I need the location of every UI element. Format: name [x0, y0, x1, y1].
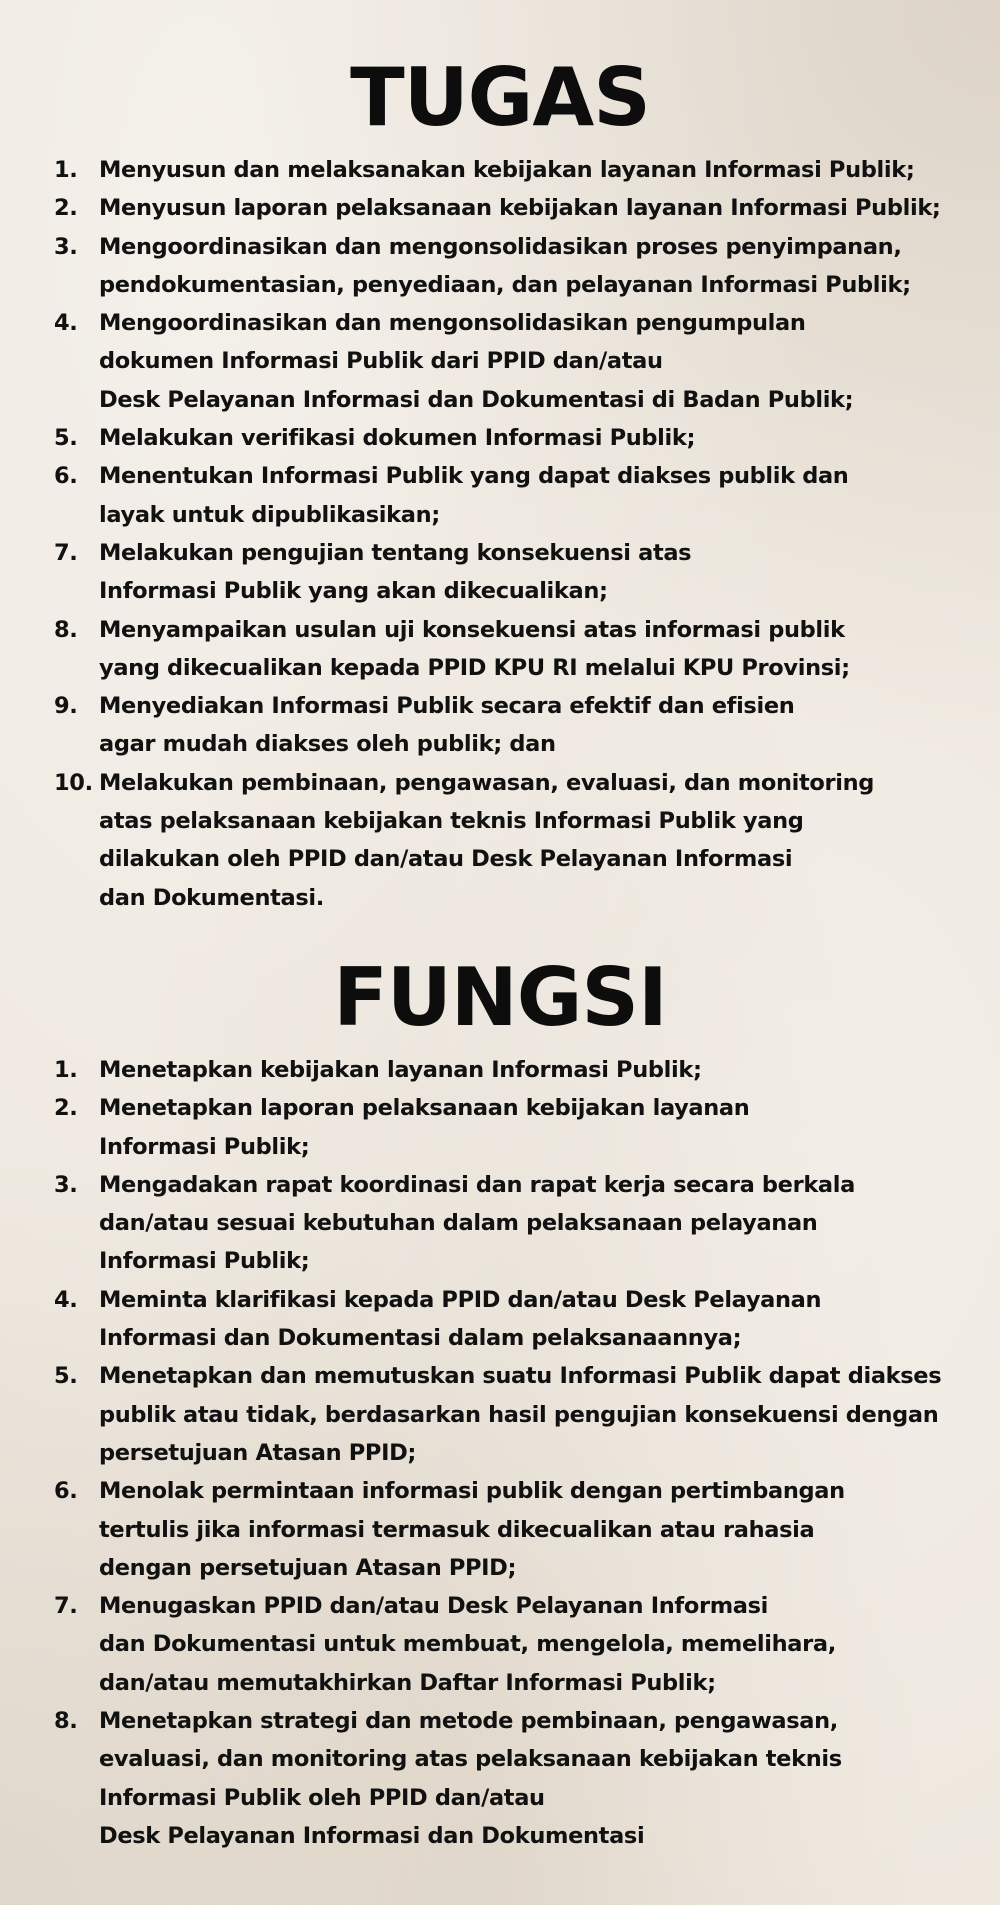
- tugas-item-8: [0, 611, 1000, 688]
- fungsi-item-4: [0, 1281, 1000, 1358]
- tugas-item-3: [0, 228, 1000, 305]
- fungsi-item-3: [0, 1166, 1000, 1281]
- item-number: 10.: [54, 769, 93, 796]
- item-number: 2.: [54, 1095, 78, 1122]
- fungsi-item-7: [0, 1587, 1000, 1702]
- item-text: Menetapkan laporan pelaksanaan kebijakan layanan Informasi Publik;: [99, 1095, 750, 1160]
- item-text: Menetapkan kebijakan layanan Informasi Publik;: [99, 1057, 702, 1083]
- item-number: 7.: [54, 539, 78, 566]
- item-number: 3.: [54, 1171, 78, 1198]
- item-text: Mengadakan rapat koordinasi dan rapat kerja secara berkala dan/atau sesuai kebutuhan dalam pelaksanaan pelayanan Informasi Publik;: [99, 1171, 855, 1275]
- item-number: 1.: [54, 1057, 78, 1083]
- fungsi-item-5: [0, 1357, 1000, 1472]
- item-number: 2.: [54, 195, 78, 222]
- tugas-item-5: [0, 419, 1000, 457]
- item-number: 5.: [54, 425, 78, 452]
- tugas-item-7: [0, 534, 1000, 611]
- fungsi-heading: FUNGSI: [333, 951, 667, 1044]
- item-number: 6.: [54, 463, 78, 490]
- item-number: 8.: [54, 616, 78, 643]
- fungsi-list: [0, 1051, 1000, 1855]
- item-text: Menyampaikan usulan uji konsekuensi atas informasi publik yang dikecualikan kepada PPID KPU RI melalui KPU Provinsi;: [99, 616, 850, 681]
- item-number: 3.: [54, 233, 78, 260]
- item-number: 9.: [54, 693, 78, 720]
- item-text: Menetapkan strategi dan metode pembinaan, pengawasan, evaluasi, dan monitoring atas pelaksanaan kebijakan teknis Informasi Publik oleh PPID dan/atau Desk Pelayanan Informasi dan Dokumentasi: [99, 1708, 842, 1849]
- item-text: Menyediakan Informasi Publik secara efektif dan efisien agar mudah diakses oleh publik; dan: [99, 693, 795, 758]
- item-text: Mengoordinasikan dan mengonsolidasikan pengumpulan dokumen Informasi Publik dari PPID dan/atau Desk Pelayanan Informasi dan Dokumentasi di Badan Publik;: [99, 310, 854, 413]
- tugas-item-9: [0, 687, 1000, 764]
- tugas-list: [0, 151, 1000, 917]
- item-text: Menugaskan PPID dan/atau Desk Pelayanan Informasi dan Dokumentasi untuk membuat, mengelola, memelihara, dan/atau memutakhirkan Daftar Informasi Publik;: [99, 1593, 836, 1696]
- tugas-item-2: [0, 189, 1000, 227]
- item-number: 6.: [54, 1478, 78, 1505]
- item-text: Menetapkan dan memutuskan suatu Informasi Publik dapat diakses publik atau tidak, berdasarkan hasil pengujian konsekuensi dengan persetujuan Atasan PPID;: [99, 1363, 942, 1466]
- fungsi-item-8: [0, 1702, 1000, 1855]
- item-text: Menolak permintaan informasi publik dengan pertimbangan tertulis jika informasi termasuk dikecualikan atau rahasia dengan persetujuan Atasan PPID;: [99, 1478, 845, 1581]
- item-text: Menyusun dan melaksanakan kebijakan layanan Informasi Publik;: [99, 157, 915, 183]
- item-number: 8.: [54, 1708, 78, 1735]
- item-text: Meminta klarifikasi kepada PPID dan/atau Desk Pelayanan Informasi dan Dokumentasi dalam pelaksanaannya;: [99, 1286, 822, 1352]
- item-text: Melakukan verifikasi dokumen Informasi Publik;: [99, 425, 696, 452]
- item-number: 4.: [54, 310, 78, 337]
- tugas-heading: TUGAS: [350, 51, 650, 144]
- tugas-item-1: [0, 151, 1000, 189]
- item-number: 4.: [54, 1286, 78, 1313]
- item-text: Melakukan pengujian tentang konsekuensi atas Informasi Publik yang akan dikecualikan;: [99, 539, 692, 605]
- fungsi-item-2: [0, 1089, 1000, 1166]
- item-text: Menyusun laporan pelaksanaan kebijakan layanan Informasi Publik;: [99, 195, 941, 222]
- fungsi-item-6: [0, 1472, 1000, 1587]
- item-text: Mengoordinasikan dan mengonsolidasikan proses penyimpanan, pendokumentasian, penyediaan, dan pelayanan Informasi Publik;: [99, 233, 911, 298]
- tugas-item-4: [0, 304, 1000, 419]
- tugas-item-10: [0, 764, 1000, 917]
- tugas-item-6: [0, 457, 1000, 534]
- item-text: Melakukan pembinaan, pengawasan, evaluasi, dan monitoring atas pelaksanaan kebijakan teknis Informasi Publik yang dilakukan oleh PPID dan/atau Desk Pelayanan Informasi dan Dokumentasi.: [99, 769, 875, 911]
- item-number: 1.: [54, 157, 78, 183]
- fungsi-item-1: [0, 1051, 1000, 1089]
- item-number: 7.: [54, 1593, 78, 1620]
- item-text: Menentukan Informasi Publik yang dapat diakses publik dan layak untuk dipublikasikan;: [99, 463, 849, 528]
- item-number: 5.: [54, 1363, 78, 1390]
